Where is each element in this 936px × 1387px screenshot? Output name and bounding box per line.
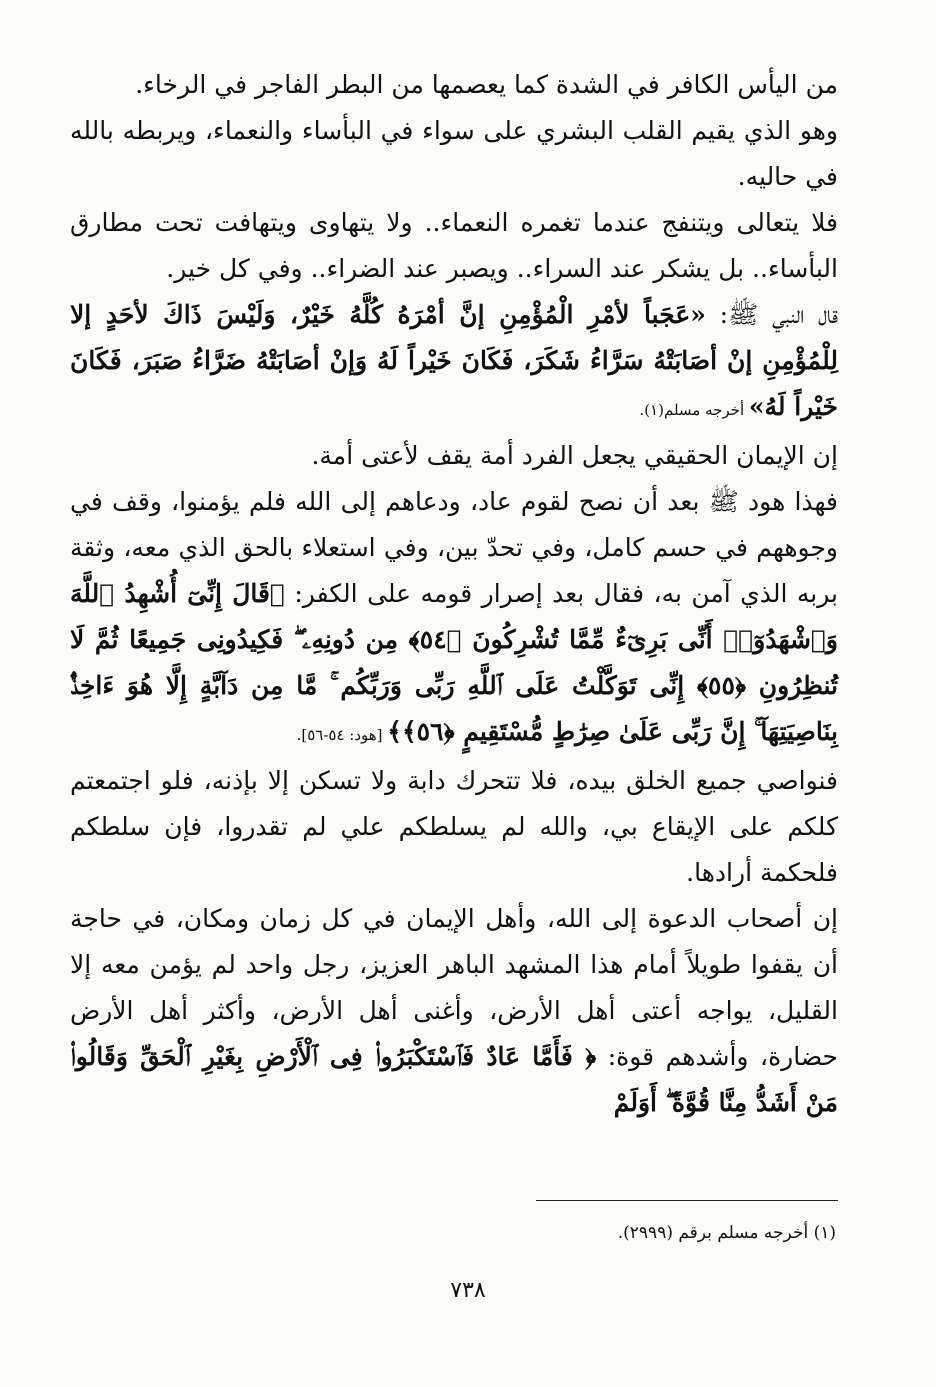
footnote: (١) أخرجه مسلم برقم (٢٩٩٩). (617, 1223, 836, 1243)
paragraph-1: من اليأس الكافر في الشدة كما يعصمها من البطر الفاجر في الرخاء. (135, 70, 838, 99)
dawah-text: إن أصحاب الدعوة إلى الله، وأهل الإيمان في كل زمان ومكان، في حاجة أن يقفوا طويلاً أمام هذا المشهد الباهر العزيز، رجل واحد لم يؤمن معه إلا القليل، يواجه أعتى أهل الأرض، وأغنى أهل الأرض، وأكثر أهل الأرض حضارة، وأشدهم قوة: (70, 904, 838, 1071)
paragraph-destiny: فنواصي جميع الخلق بيده، فلا تتحرك دابة ولا تسكن إلا بإذنه، فلو اجتمعتم كلكم على الإيقاع بي، والله لم يسلطكم علي لم تقدروا، فإن سلطكم فلحكمة أرادها. (70, 766, 838, 887)
hadith-intro: قال النبي ﷺ: (705, 300, 838, 329)
dawah-verse: ﴿ فَأَمَّا عَادٌ فَٱسْتَكْبَرُوا۟ فِى ٱلْأَرْضِ بِغَيْرِ ٱلْحَقِّ وَقَالُوا۟ مَنْ أَشَدُّ مِنَّا قُوَّةً ۖ أَوَلَمْ (70, 1042, 838, 1117)
paragraph-2: وهو الذي يقيم القلب البشري على سواء في البأساء والنعماء، ويربطه بالله في حاليه. (70, 116, 838, 191)
hadith-paragraph (70, 292, 838, 433)
hud-paragraph (70, 479, 838, 758)
footnote-divider (536, 1200, 838, 1201)
page-number: ٧٣٨ (450, 1278, 486, 1303)
paragraph-iman: إن الإيمان الحقيقي يجعل الفرد أمة يقف لأعتى أمة. (311, 441, 838, 470)
hadith-text: «عَجَباً لأمْرِ الْمُؤْمِنِ إنَّ أمْرَهُ كُلَّهُ خَيْرٌ، وَلَيْسَ ذَاكَ لأحَدٍ إلا لِلْمُؤْمِنِ إنْ أصَابَتْهُ سَرَّاءُ شَكَرَ، فَكَانَ خَيْراً لَهُ وَإنْ أصَابَتْهُ ضَرَّاءُ صَبَرَ، فَكَانَ خَيْراً لَهُ» (70, 300, 838, 421)
body-text (70, 62, 838, 1126)
hud-verse-reference: [هود: ٥٤-٥٦]. (296, 726, 388, 744)
hadith-source: أخرجه مسلم(١). (639, 401, 749, 419)
hud-text: فهذا هود ﷺ بعد أن نصح لقوم عاد، ودعاهم إلى الله فلم يؤمنوا، وقف في وجوههم في حسم كامل، وفي تحدّ بين، وفي استعلاء بالحق الذي معه، وثقة بربه الذي آمن به، فقال بعد إصرار قومه على الكفر: (70, 487, 838, 608)
paragraph-3: فلا يتعالى ويتنفج عندما تغمره النعماء.. ولا يتهاوى ويتهافت تحت مطارق البأساء.. بل يشكر عند السراء.. ويصبر عند الضراء.. وفي كل خير. (70, 208, 838, 283)
hud-verse: ﴿قَالَ إِنِّىٓ أُشْهِدُ ٱللَّهَ وَٱشْهَدُوٓا۟ أَنِّى بَرِىٓءٌ مِّمَّا تُشْرِكُونَ ﴿٥٤﴾ مِن دُونِهِۦ ۖ فَكِيدُونِى جَمِيعًا ثُمَّ لَا تُنظِرُونِ ﴿٥٥﴾ إِنِّى تَوَكَّلْتُ عَلَى ٱللَّهِ رَبِّى وَرَبِّكُم ۚ مَّا مِن دَآبَّةٍ إِلَّا هُوَ ءَاخِذٌۢ بِنَاصِيَتِهَآ ۚ إِنَّ رَبِّى عَلَىٰ صِرَٰطٍ مُّسْتَقِيمٍ ﴿٥٦﴾﴾ (70, 579, 839, 746)
dawah-paragraph (70, 896, 838, 1126)
